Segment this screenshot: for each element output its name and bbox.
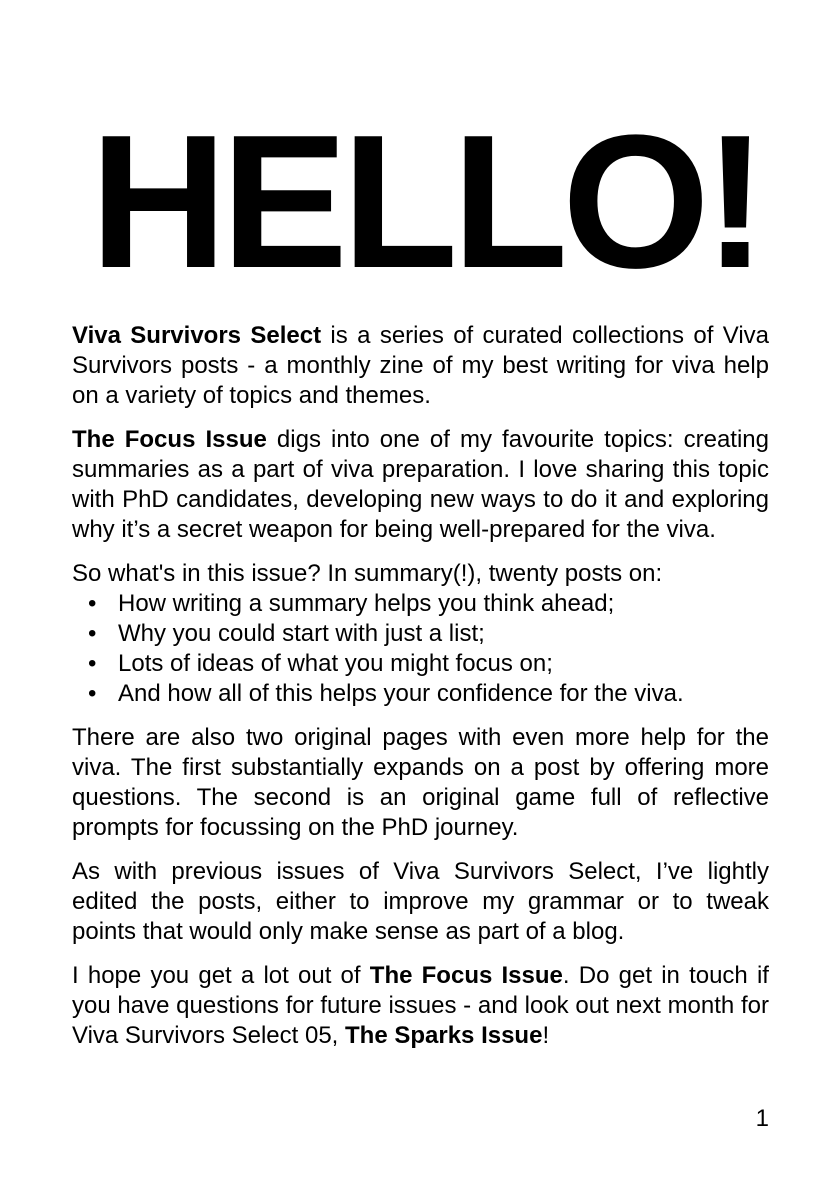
list-item [72,619,769,649]
body-content [72,321,769,1065]
page-number: 1 [755,1105,769,1132]
closing-text-2: . Do get in touch if you have questions for future issues - and look out next month for Viva Survivors Select 05, [72,962,769,1049]
list-item-text: Lots of ideas of what you might focus on; [118,650,553,677]
list-item [72,649,769,679]
editing-note-paragraph: As with previous issues of Viva Survivors Select, I’ve lightly edited the posts, either to improve my grammar or to tweak points that would only make sense as part of a blog. [72,858,769,945]
issue-name: The Focus Issue [72,426,267,453]
closing-text-1: I hope you get a lot out of [72,962,370,989]
next-issue-name: The Sparks Issue [345,1022,543,1049]
list-item-text: And how all of this helps your confidence for the viva. [118,680,684,707]
focus-issue-paragraph-text: digs into one of my favourite topics: creating summaries as a part of viva preparation. I love sharing this topic with PhD candidates, developing new ways to do it and exploring why it’s a secret weapon for being well-prepared for the viva. [72,426,769,543]
list-intro: So what's in this issue? In summary(!), twenty posts on: [72,560,663,587]
bullet-icon: • [88,590,97,617]
focus-issue-paragraph [72,425,769,545]
series-name: Viva Survivors Select [72,322,322,349]
closing-text-3: ! [542,1022,550,1049]
page-headline: HELLO! [90,96,762,308]
contents-list [72,589,769,709]
list-item [72,679,769,709]
bullet-icon: • [88,680,97,707]
zine-page [72,0,769,1190]
bullet-icon: • [88,620,97,647]
list-item-text: How writing a summary helps you think ahead; [118,590,615,617]
issue-name: The Focus Issue [369,962,563,989]
bullet-icon: • [88,650,97,677]
original-pages-paragraph: There are also two original pages with even more help for the viva. The first substantially expands on a post by offering more questions. The second is an original game full of reflective prompts for focussing on the PhD journey. [72,724,769,841]
intro-paragraph [72,321,769,411]
closing-paragraph [72,961,769,1051]
list-item [72,589,769,619]
intro-paragraph-text: is a series of curated collections of Viva Survivors posts - a monthly zine of my best writing for viva help on a variety of topics and themes. [72,322,769,409]
list-item-text: Why you could start with just a list; [118,620,485,647]
